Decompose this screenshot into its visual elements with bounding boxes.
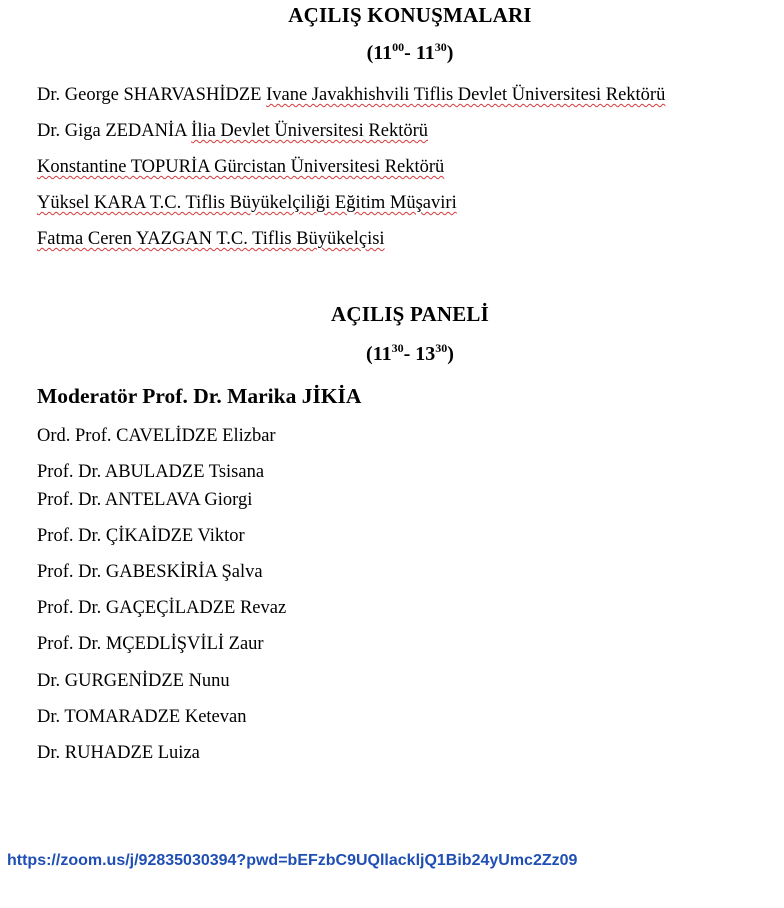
speaker-line xyxy=(37,229,385,250)
panelist-item: Prof. Dr. ÇİKAİDZE Viktor xyxy=(37,526,245,546)
speaker-affiliation: Yüksel KARA T.C. Tiflis Büyükelçiliği Eğitim Müşaviri xyxy=(37,193,457,213)
panelist-item: Prof. Dr. MÇEDLİŞVİLİ Zaur xyxy=(37,634,264,654)
speaker-line xyxy=(37,157,444,178)
speaker-affiliation: Konstantine TOPURİA Gürcistan Üniversitesi Rektörü xyxy=(37,157,445,177)
time-separator: - xyxy=(403,343,416,365)
opening-speeches-title: AÇILIŞ KONUŞMALARI xyxy=(288,3,532,27)
opening-speeches-time: ($11^{00}-$ $11^{30}$) xyxy=(366,40,454,64)
time-start-hour: 11 xyxy=(373,42,393,64)
moderator-line: Moderatör Prof. Dr. Marika JİKİA xyxy=(37,384,362,408)
panelist-item: Prof. Dr. GAÇEÇİLADZE Revaz xyxy=(37,598,287,618)
time-end-hour: 11 xyxy=(415,42,435,64)
time-separator: - xyxy=(404,42,416,64)
opening-panel-title: AÇILIŞ PANELİ xyxy=(331,302,489,326)
speaker-name: Dr. Giga ZEDANİA xyxy=(37,121,192,141)
panelist-item: Prof. Dr. ABULADZE Tsisana xyxy=(37,462,265,482)
panelist-item: Dr. GURGENİDZE Nunu xyxy=(37,671,230,691)
panelist-item: Ord. Prof. CAVELİDZE Elizbar xyxy=(37,426,276,446)
panelist-item: Prof. Dr. ANTELAVA Giorgi xyxy=(37,490,253,510)
time-start-hour: 11 xyxy=(372,343,392,365)
time-start-minute: 30 xyxy=(391,341,404,355)
panelist-item: Prof. Dr. GABESKİRİA Şalva xyxy=(37,562,263,582)
speaker-affiliation: Ivane Javakhishvili Tiflis Devlet Üniversitesi Rektörü xyxy=(266,85,666,105)
time-end-minute: 30 xyxy=(434,40,447,54)
speaker-line xyxy=(37,121,428,142)
speaker-line xyxy=(37,193,457,214)
zoom-meeting-link[interactable]: https://zoom.us/j/92835030394?pwd=bEFzbC9UQllackljQ1Bib24yUmc2Zz09 xyxy=(7,852,578,869)
opening-panel-time: ($11^{30}-$ $13^{30}$) xyxy=(366,341,454,365)
speaker-name: Dr. George SHARVASHİDZE xyxy=(37,85,267,105)
time-end-hour: 13 xyxy=(415,343,436,365)
speaker-affiliation: Fatma Ceren YAZGAN T.C. Tiflis Büyükelçisi xyxy=(37,229,385,249)
speaker-affiliation: İlia Devlet Üniversitesi Rektörü xyxy=(191,121,428,141)
panelist-item: Dr. RUHADZE Luiza xyxy=(37,743,200,763)
speaker-line xyxy=(37,85,665,106)
time-start-minute: 00 xyxy=(392,40,405,54)
time-end-minute: 30 xyxy=(435,341,448,355)
panelist-item: Dr. TOMARADZE Ketevan xyxy=(37,707,247,727)
